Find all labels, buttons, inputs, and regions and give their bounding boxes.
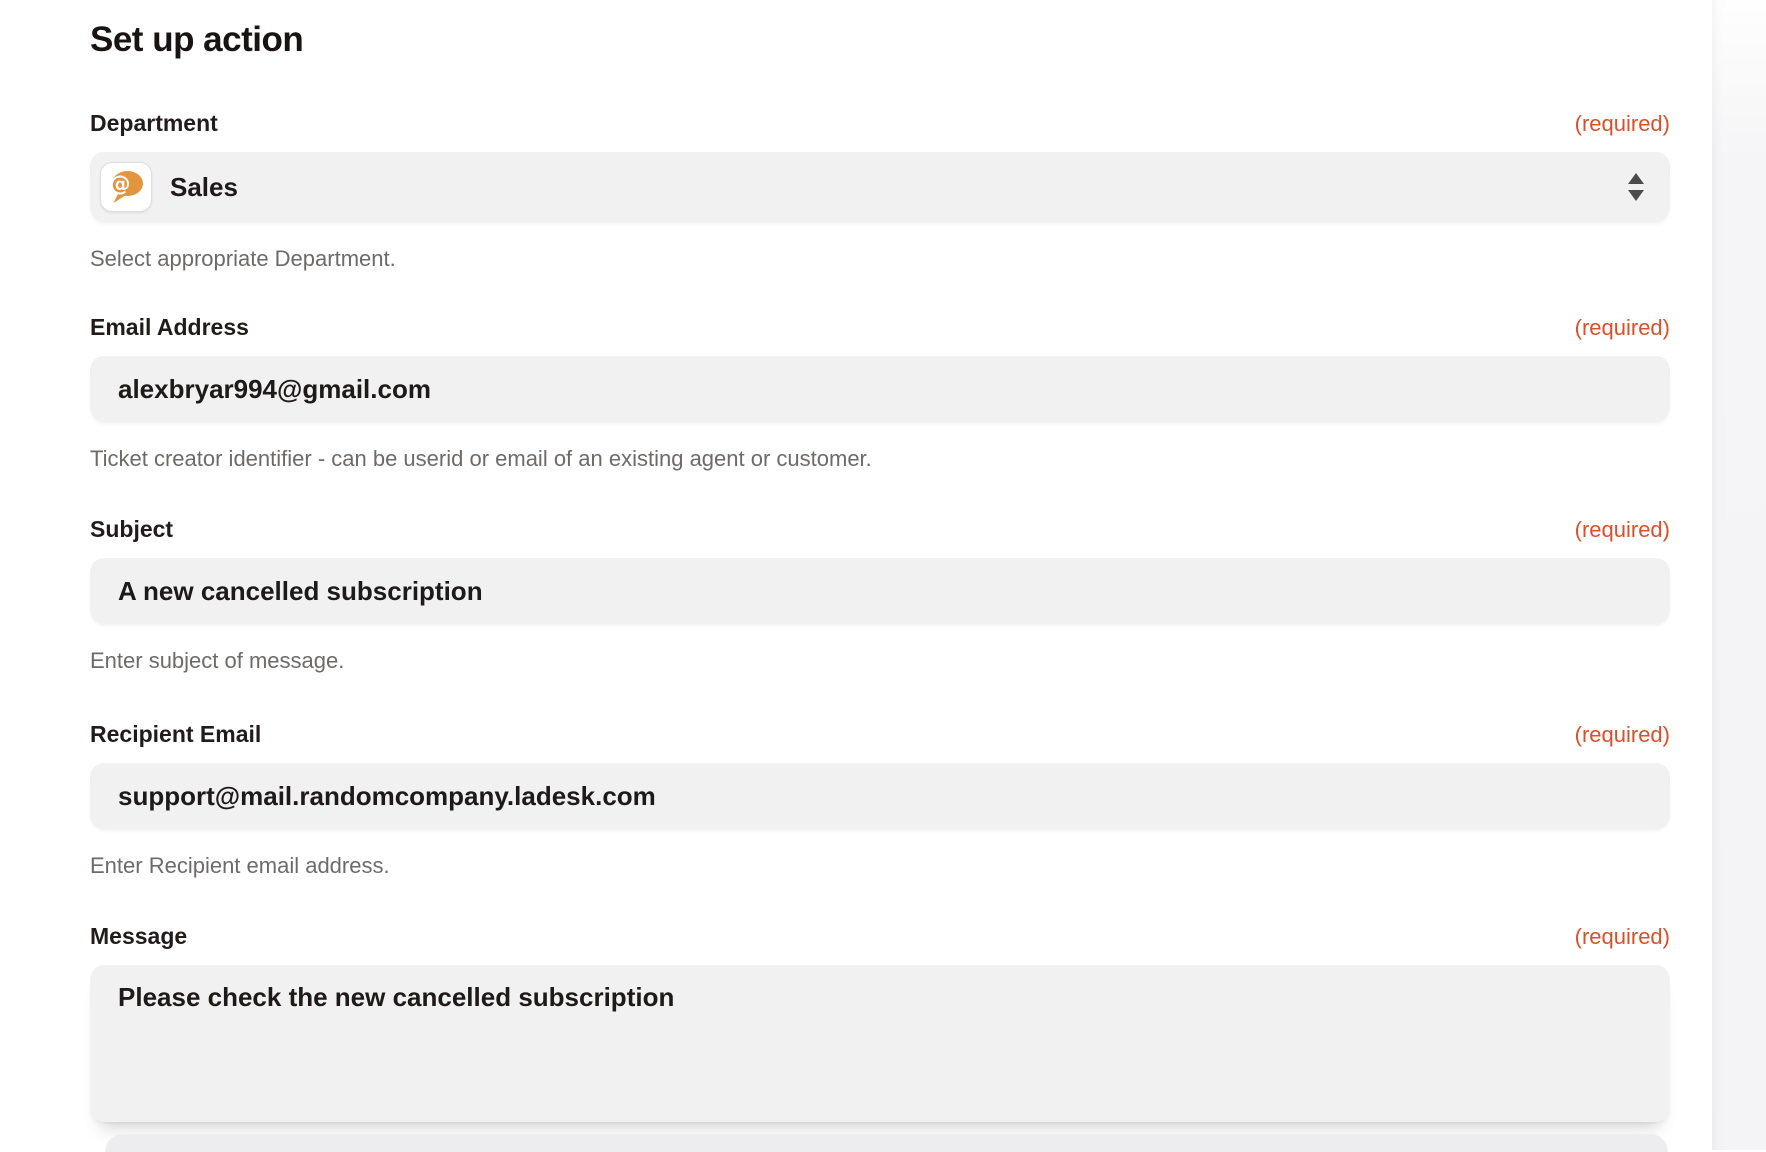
department-select[interactable] [90, 152, 1670, 222]
chevron-updown-icon [1628, 170, 1644, 204]
subject-input[interactable] [90, 558, 1670, 624]
subject-label: Subject [90, 516, 174, 542]
field-group-email-address [90, 312, 1670, 473]
field-group-message [90, 921, 1670, 1122]
recipient-email-required-badge: (required) [1574, 722, 1670, 747]
svg-text:@: @ [109, 172, 131, 196]
recipient-email-label: Recipient Email [90, 721, 262, 747]
label-row [90, 108, 1670, 138]
liveagent-icon [100, 162, 152, 212]
subject-helper-text: Enter subject of message. [90, 648, 345, 673]
email-address-label: Email Address [90, 314, 249, 340]
recipient-email-helper-text: Enter Recipient email address. [90, 853, 390, 878]
department-label: Department [90, 110, 218, 136]
recipient-email-input[interactable] [90, 763, 1670, 829]
page-background-strip [1712, 0, 1766, 1150]
label-row [90, 921, 1670, 951]
email-address-required-badge: (required) [1574, 315, 1670, 340]
department-selected-value: Sales [170, 171, 238, 202]
page-title: Set up action [90, 20, 304, 59]
subject-required-badge: (required) [1574, 517, 1670, 542]
message-label: Message [90, 923, 188, 949]
email-address-helper-text: Ticket creator identifier - can be userid or email of an existing agent or customer. [90, 446, 872, 471]
message-required-badge: (required) [1574, 924, 1670, 949]
field-group-subject [90, 514, 1670, 675]
label-row [90, 719, 1670, 749]
field-group-department [90, 108, 1670, 273]
label-row [90, 514, 1670, 544]
next-field-peek [105, 1134, 1668, 1152]
field-group-recipient-email [90, 719, 1670, 880]
label-row [90, 312, 1670, 342]
message-textarea[interactable] [90, 965, 1670, 1122]
email-address-input[interactable] [90, 356, 1670, 422]
department-helper-text: Select appropriate Department. [90, 246, 396, 271]
department-required-badge: (required) [1574, 111, 1670, 136]
